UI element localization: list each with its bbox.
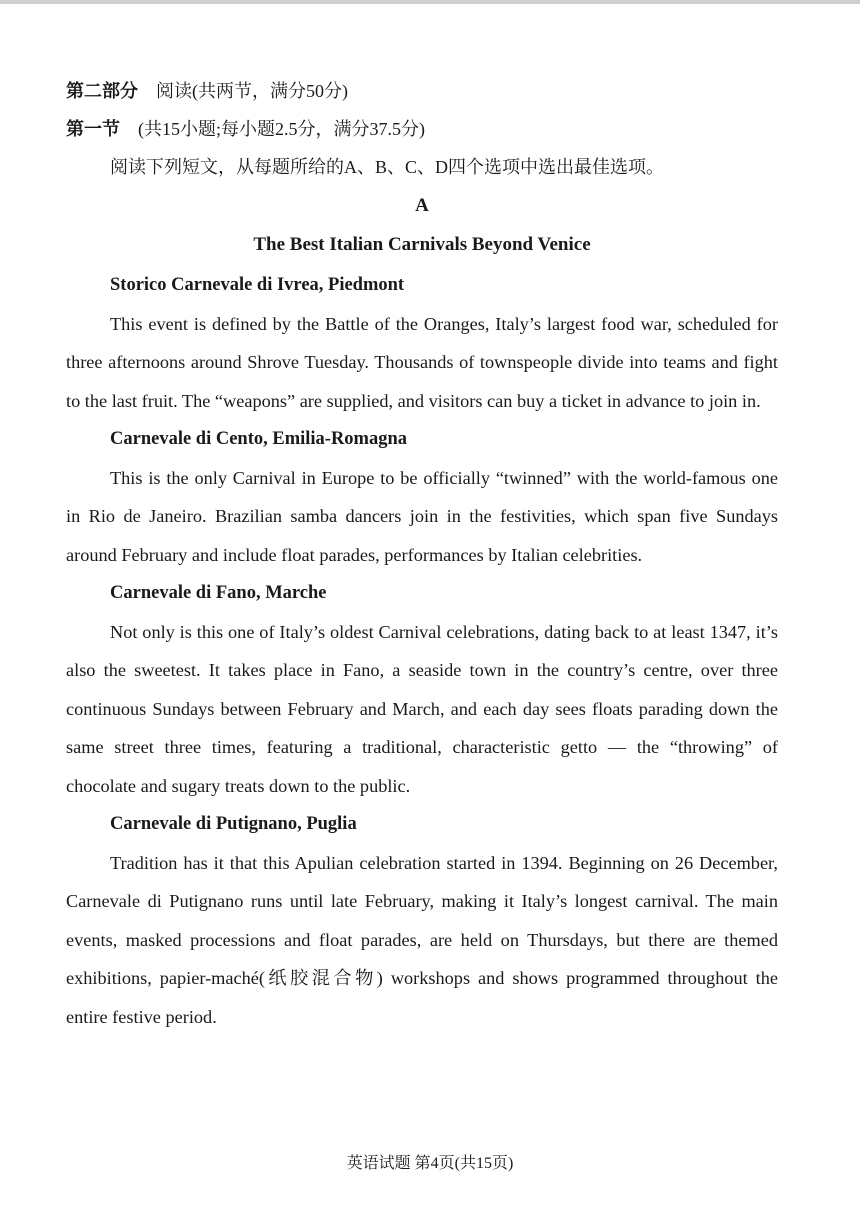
carnival-text-cento: This is the only Carnival in Europe to be officially “twinned” with the world-famous one in Rio de Janeiro. Brazilian samba dancers join in the festivities, which span five Sundays around February and include float parades, performances by Italian celebrities. — [66, 467, 778, 565]
carnival-text-ivrea: This event is defined by the Battle of the Oranges, Italy’s largest food war, scheduled for three afternoons around Shrove Tuesday. Thousands of townspeople divide into teams and fight to the last fruit. The “weapons” are supplied, and visitors can buy a ticket in advance to join in. — [66, 313, 778, 411]
part-title: 阅读(共两节，满分50分) — [156, 81, 348, 101]
exam-page — [66, 72, 778, 1036]
carnival-heading-ivrea: Storico Carnevale di Ivrea, Piedmont — [110, 275, 405, 295]
carnival-text-putignano: Tradition has it that this Apulian celebration started in 1394. Beginning on 26 December, Carnevale di Putignano runs until late February, making it Italy’s longest carnival. The main events, masked processions and float parades, are held on Thursdays, but there are themed exhibitions, papier-maché(纸胶混合物) workshops and shows programmed throughout the entire festive period. — [66, 852, 778, 1027]
part-heading — [66, 72, 778, 110]
top-rule — [0, 0, 860, 4]
section-note: (共15小题;每小题2.5分，满分37.5分) — [138, 119, 425, 139]
passage-title: The Best Italian Carnivals Beyond Venice — [253, 234, 591, 255]
carnival-heading-fano: Carnevale di Fano, Marche — [110, 583, 327, 603]
section-heading — [66, 110, 778, 148]
carnival-heading-putignano: Carnevale di Putignano, Puglia — [110, 814, 357, 834]
passage-letter: A — [415, 195, 429, 216]
page-footer: 英语试题 第4页(共15页) — [346, 1155, 514, 1172]
section-label: 第一节 — [66, 119, 120, 139]
part-label: 第二部分 — [66, 81, 138, 101]
carnival-heading-cento: Carnevale di Cento, Emilia-Romagna — [110, 429, 408, 449]
carnival-text-fano: Not only is this one of Italy’s oldest Carnival celebrations, dating back to at least 1347, it’s also the sweetest. It takes place in Fano, a seaside town in the country’s centre, over three continuous Sundays between February and March, and each day sees floats parading down the same street three times, featuring a traditional, characteristic getto — the “throwing” of chocolate and sugary treats down to the public. — [66, 621, 778, 796]
instructions: 阅读下列短文，从每题所给的A、B、C、D四个选项中选出最佳选项。 — [110, 157, 665, 177]
